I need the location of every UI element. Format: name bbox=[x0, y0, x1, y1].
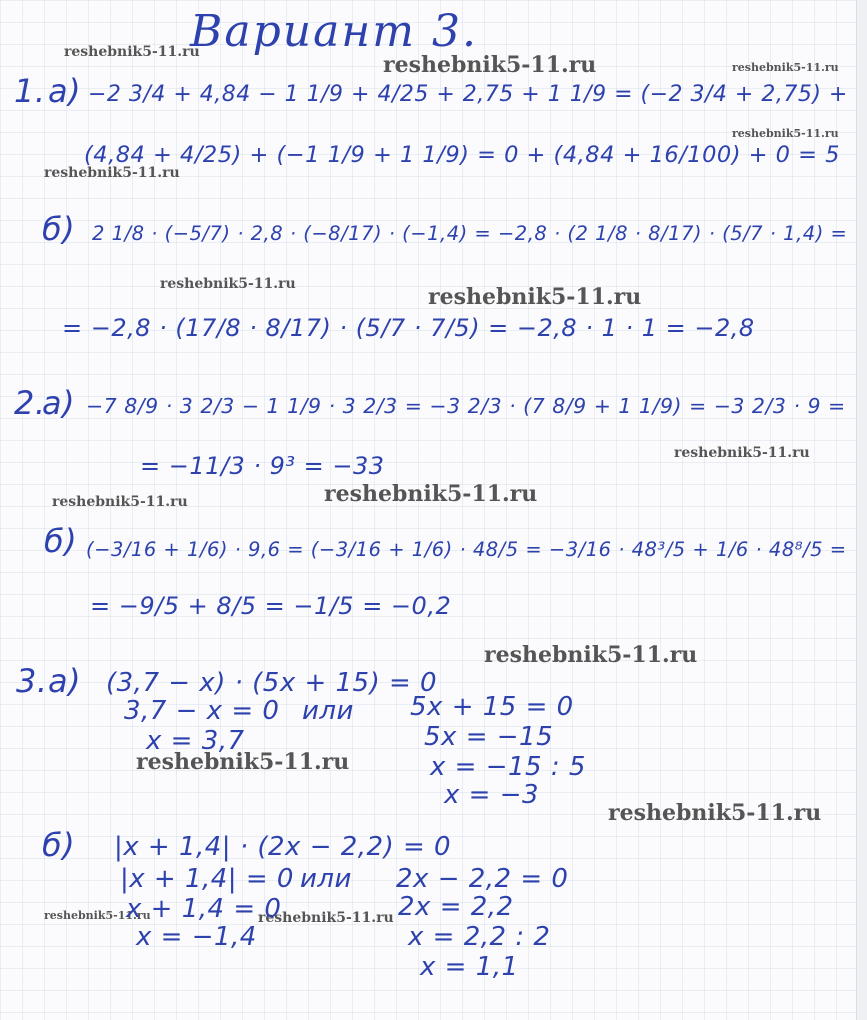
watermark: reshebnik5-11.ru bbox=[136, 749, 350, 775]
watermark: reshebnik5-11.ru bbox=[44, 909, 151, 922]
problem-3b-or: или bbox=[300, 864, 352, 894]
problem-2b-line-1: (−3/16 + 1/6) · 9,6 = (−3/16 + 1/6) · 48/5 = −3/16 · 48³/5 + 1/6 · 48⁸/5 = bbox=[86, 538, 847, 561]
problem-3b-line-6: x = −1,4 bbox=[136, 922, 257, 952]
problem-1b-line-2: = −2,8 · (17/8 · 8/17) · (5/7 · 7/5) = −2,8 · 1 · 1 = −2,8 bbox=[62, 314, 755, 342]
watermark: reshebnik5-11.ru bbox=[258, 910, 394, 926]
watermark: reshebnik5-11.ru bbox=[52, 494, 188, 510]
problem-3-number: 3. bbox=[16, 662, 48, 700]
problem-3a-line-1: (3,7 − x) · (5x + 15) = 0 bbox=[106, 668, 438, 698]
problem-3a-line-7: x = −3 bbox=[444, 780, 540, 810]
problem-3b-label: б) bbox=[42, 826, 76, 864]
problem-3b-line-2: |x + 1,4| = 0 bbox=[120, 864, 294, 894]
problem-1a-label: а) bbox=[48, 72, 82, 110]
watermark: reshebnik5-11.ru bbox=[324, 481, 538, 507]
watermark: reshebnik5-11.ru bbox=[44, 165, 180, 181]
watermark: reshebnik5-11.ru bbox=[64, 44, 200, 60]
problem-3b-line-5: 2x = 2,2 bbox=[398, 892, 514, 922]
problem-3a-label: а) bbox=[48, 662, 82, 700]
watermark: reshebnik5-11.ru bbox=[160, 276, 296, 292]
problem-3a-or: или bbox=[302, 696, 354, 726]
problem-3a-line-4: x = 3,7 bbox=[146, 726, 245, 756]
watermark: reshebnik5-11.ru bbox=[428, 284, 642, 310]
problem-3a-line-3: 5x + 15 = 0 bbox=[410, 692, 574, 722]
problem-2a-line-2: = −11/3 · 9³ = −33 bbox=[140, 452, 385, 480]
watermark: reshebnik5-11.ru bbox=[383, 52, 597, 78]
problem-3b-line-8: x = 1,1 bbox=[420, 952, 519, 982]
watermark: reshebnik5-11.ru bbox=[732, 61, 839, 74]
watermark: reshebnik5-11.ru bbox=[484, 642, 698, 668]
watermark: reshebnik5-11.ru bbox=[732, 127, 839, 140]
problem-2a-line-1: −7 8/9 · 3 2/3 − 1 1/9 · 3 2/3 = −3 2/3 · (7 8/9 + 1 1/9) = −3 2/3 · 9 = bbox=[86, 394, 846, 418]
problem-2-number: 2. bbox=[14, 384, 46, 422]
page-edge bbox=[856, 0, 867, 1020]
watermark: reshebnik5-11.ru bbox=[608, 800, 822, 826]
problem-2b-label: б) bbox=[44, 522, 78, 560]
problem-1a-line-1: −2 3/4 + 4,84 − 1 1/9 + 4/25 + 2,75 + 1 1/9 = (−2 3/4 + 2,75) + bbox=[88, 82, 848, 107]
problem-1b-line-1: 2 1/8 · (−5/7) · 2,8 · (−8/17) · (−1,4) = −2,8 · (2 1/8 · 8/17) · (5/7 · 1,4) = bbox=[92, 222, 848, 245]
problem-3b-line-3: 2x − 2,2 = 0 bbox=[396, 864, 569, 894]
problem-3b-line-1: |x + 1,4| · (2x − 2,2) = 0 bbox=[114, 832, 452, 862]
watermark: reshebnik5-11.ru bbox=[674, 445, 810, 461]
problem-3a-line-5: 5x = −15 bbox=[424, 722, 554, 752]
problem-3a-line-2: 3,7 − x = 0 bbox=[124, 696, 280, 726]
problem-1-number: 1. bbox=[14, 72, 46, 110]
problem-3a-line-6: x = −15 : 5 bbox=[430, 752, 586, 782]
problem-1a-line-2: (4,84 + 4/25) + (−1 1/9 + 1 1/9) = 0 + (4,84 + 16/100) + 0 = 5 bbox=[84, 142, 840, 168]
problem-2a-label: а) bbox=[42, 384, 76, 422]
problem-2b-line-2: = −9/5 + 8/5 = −1/5 = −0,2 bbox=[90, 592, 452, 620]
page-title: Вариант 3. bbox=[190, 6, 478, 57]
problem-1b-label: б) bbox=[42, 210, 76, 248]
problem-3b-line-4: x + 1,4 = 0 bbox=[126, 894, 282, 924]
problem-3b-line-7: x = 2,2 : 2 bbox=[408, 922, 551, 952]
